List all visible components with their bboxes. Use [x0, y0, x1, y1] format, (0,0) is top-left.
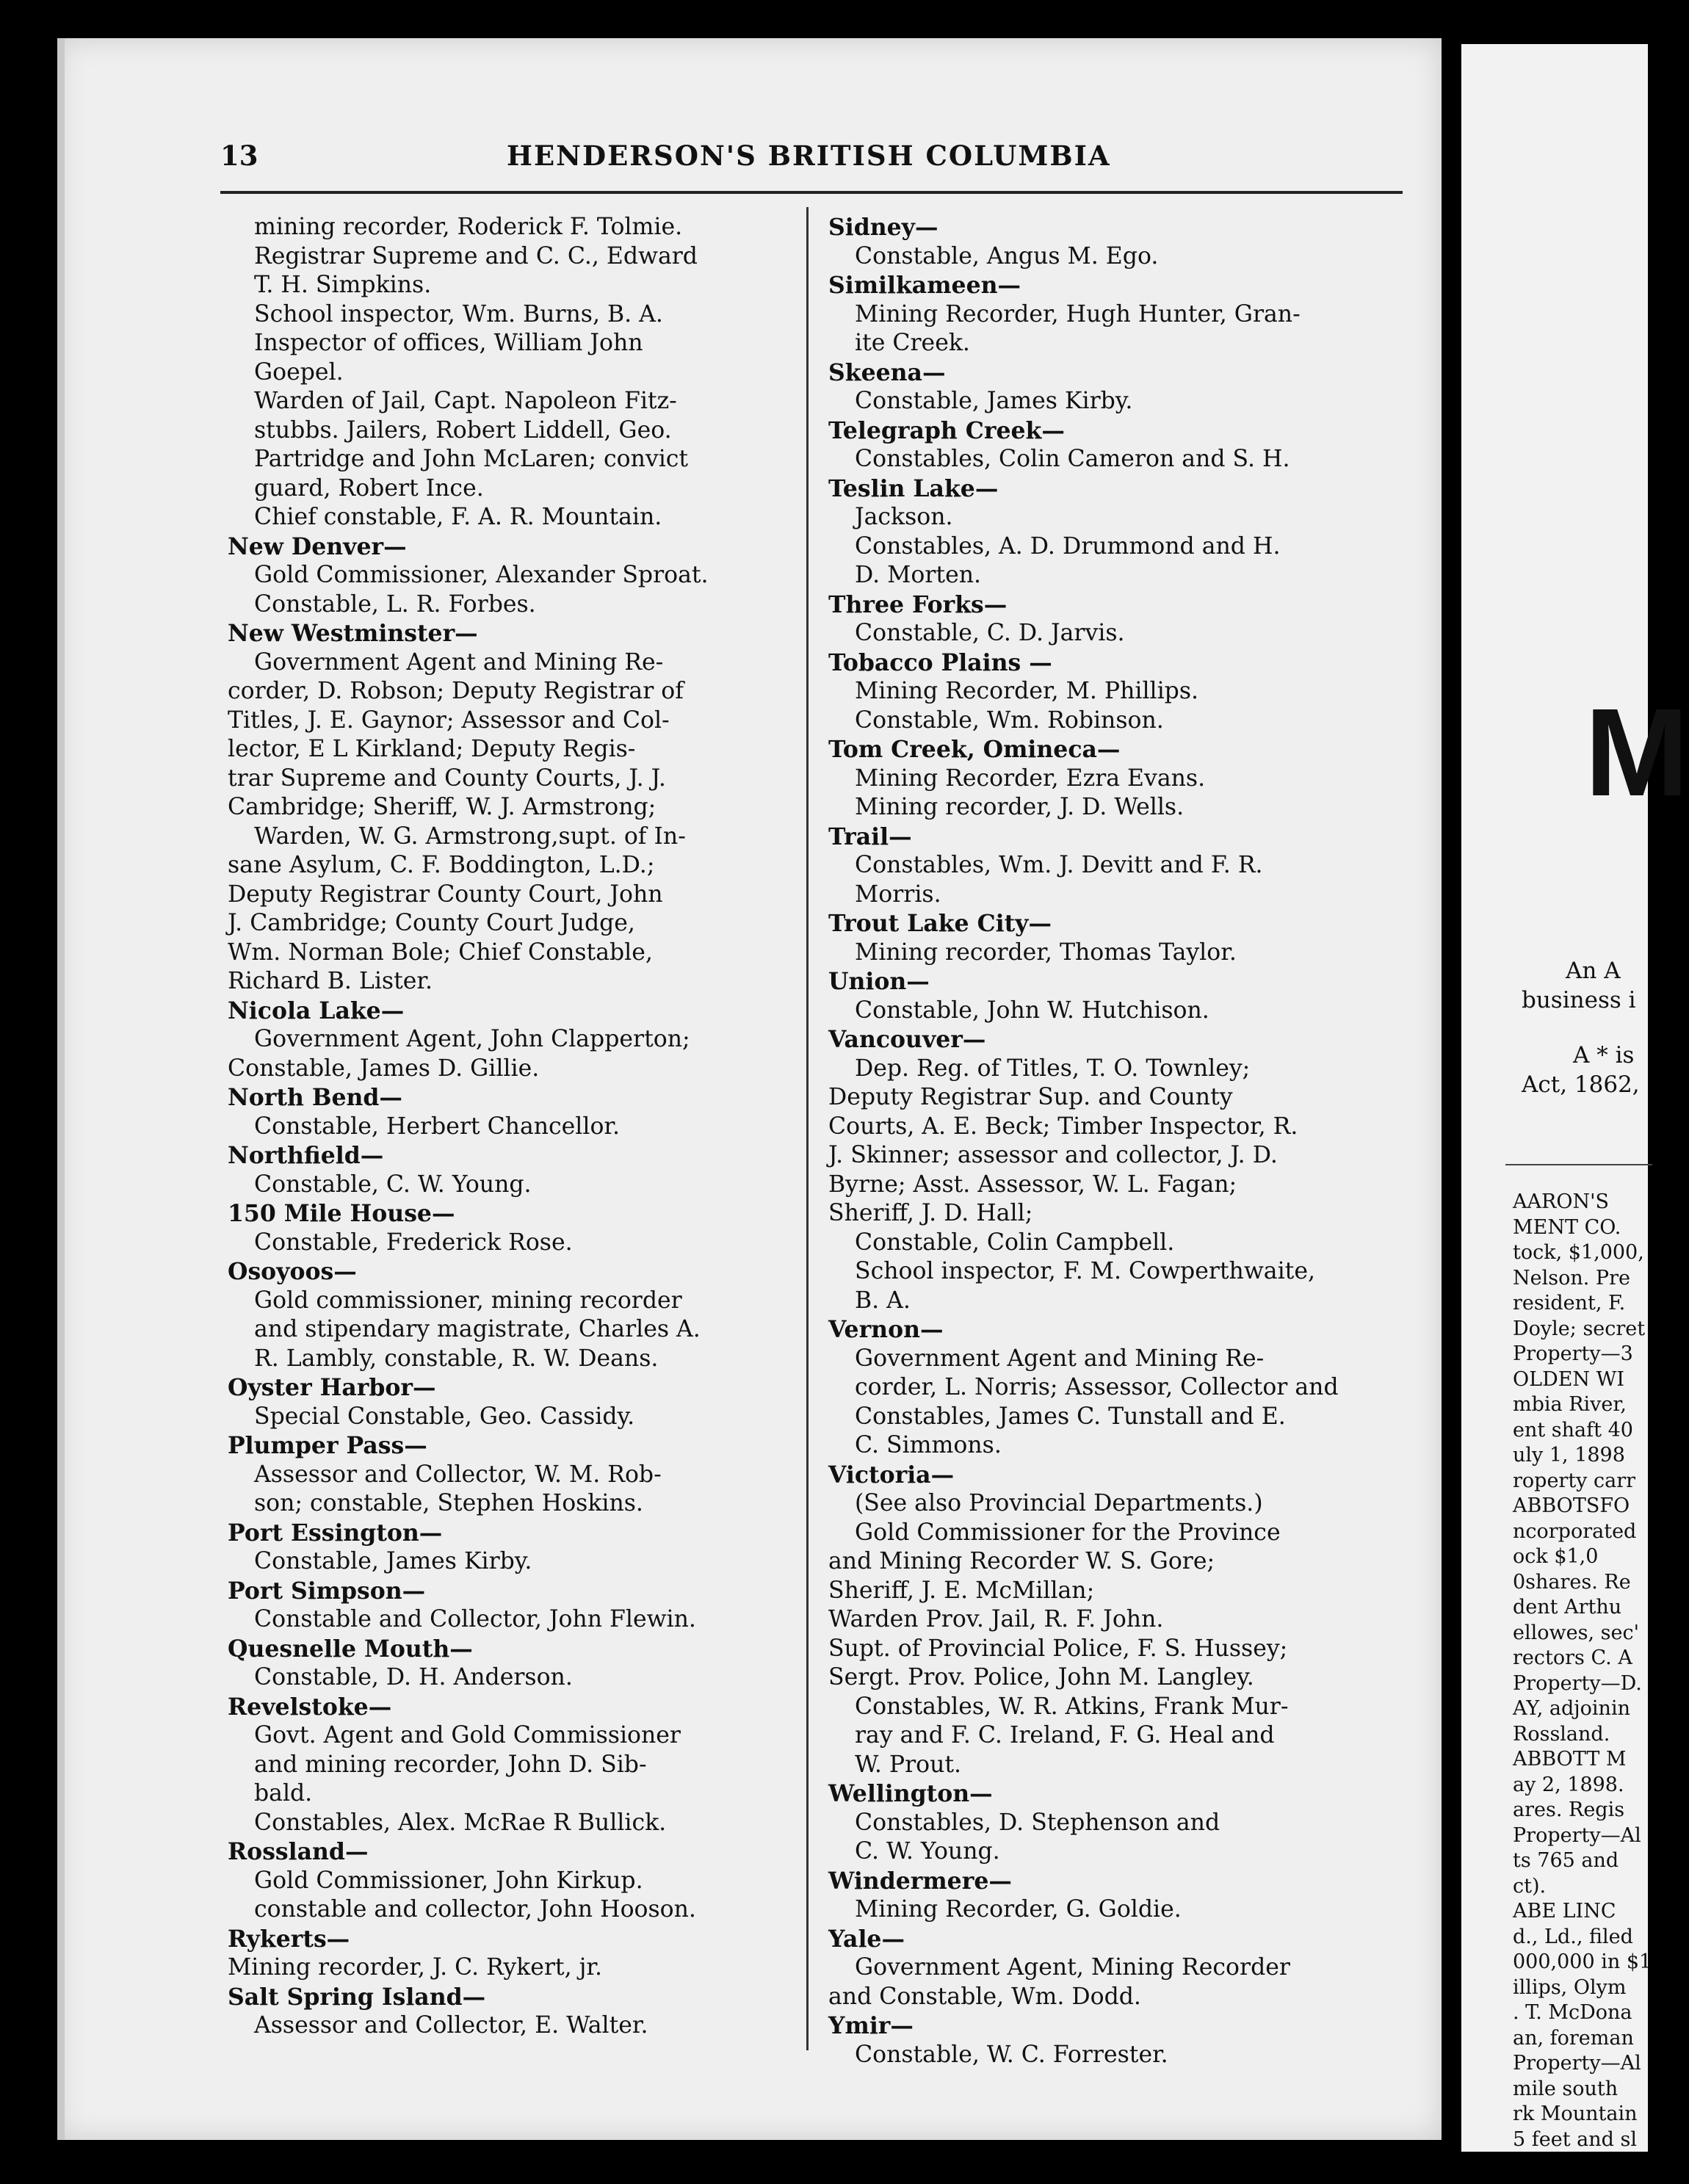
facing-page [1461, 44, 1689, 2152]
place-heading: Salt Spring Island— [228, 1983, 486, 2011]
entry-line: Constable, Angus M. Ego. [855, 242, 1159, 270]
facing-intro-line: A * is [1573, 1042, 1635, 1069]
facing-list-line: . T. McDona [1513, 2001, 1632, 2024]
entry-line: Deputy Registrar Sup. and County [828, 1084, 1233, 1110]
facing-list-line: Property—Al [1513, 1823, 1641, 1847]
place-heading: Wellington— [828, 1780, 993, 1807]
entry-line: Government Agent and Mining Re- [254, 648, 664, 676]
facing-list-line: Property—D. [1513, 1671, 1642, 1695]
entry-line: Government Agent, John Clapperton; [254, 1026, 690, 1052]
entry-line: C. Simmons. [855, 1432, 1002, 1458]
entry-line: trar Supreme and County Courts, J. J. [228, 764, 666, 792]
entry-line: Constables, Colin Cameron and S. H. [855, 446, 1290, 472]
entry-line: W. Prout. [855, 1751, 962, 1778]
entry-line: Goepel. [254, 358, 344, 386]
facing-list-line: Rossland. [1513, 1722, 1610, 1746]
entry-line: (See also Provincial Departments.) [855, 1490, 1263, 1516]
entry-line: and Constable, Wm. Dodd. [828, 1983, 1141, 2010]
entry-line: Constable, James Kirby. [855, 388, 1133, 414]
place-heading: Ymir— [828, 2012, 914, 2039]
place-heading: Yale— [828, 1925, 905, 1953]
entry-line: Constable, C. D. Jarvis. [855, 620, 1125, 646]
entry-line: Sergt. Prov. Police, John M. Langley. [828, 1664, 1254, 1691]
entry-line: Constables, A. D. Drummond and H. [855, 532, 1281, 560]
entry-line: sane Asylum, C. F. Boddington, L.D.; [228, 852, 655, 878]
entry-line: Constable and Collector, John Flewin. [254, 1606, 696, 1632]
facing-list-line: AARON'S [1513, 1190, 1610, 1213]
entry-line: D. Morten. [855, 562, 982, 588]
place-heading: Skeena— [828, 358, 946, 386]
facing-list-line: Property—Al [1513, 2052, 1641, 2075]
entry-line: Constables, D. Stephenson and [855, 1809, 1220, 1836]
entry-line: Mining recorder, J. D. Wells. [855, 794, 1185, 820]
page-number: 13 [220, 140, 258, 172]
entry-line: Byrne; Asst. Assessor, W. L. Fagan; [828, 1171, 1237, 1198]
facing-list-line: dent Arthu [1513, 1596, 1622, 1619]
entry-line: Constable, James Kirby. [254, 1548, 532, 1574]
facing-list-line: illips, Olym [1513, 1975, 1627, 1999]
column-divider [806, 207, 809, 2050]
facing-big-letter: M [1585, 683, 1689, 822]
facing-list-line: 0shares. Re [1513, 1570, 1631, 1594]
facing-list-line: ABBOTSFO [1513, 1494, 1630, 1517]
place-heading: Port Essington— [228, 1519, 443, 1547]
entry-line: Courts, A. E. Beck; Timber Inspector, R. [828, 1113, 1298, 1140]
entry-line: Chief constable, F. A. R. Mountain. [254, 504, 662, 530]
entry-line: ite Creek. [855, 330, 970, 356]
entry-line: Constable, John W. Hutchison. [855, 997, 1209, 1024]
facing-list-line: ct). [1513, 1874, 1547, 1898]
entry-line: stubbs. Jailers, Robert Liddell, Geo. [254, 416, 672, 444]
entry-line: C. W. Young. [855, 1838, 1000, 1865]
place-heading: Tom Creek, Omineca— [828, 736, 1121, 763]
entry-line: Assessor and Collector, E. Walter. [254, 2012, 648, 2039]
place-heading: Quesnelle Mouth— [228, 1635, 473, 1663]
entry-line: corder, L. Norris; Assessor, Collector and [855, 1374, 1339, 1400]
entry-line: bald. [254, 1780, 313, 1807]
entry-line: Constable, L. R. Forbes. [254, 590, 536, 618]
place-heading: 150 Mile House— [228, 1200, 455, 1227]
entry-line: Constable, James D. Gillie. [228, 1055, 540, 1082]
entry-line: corder, D. Robson; Deputy Registrar of [228, 678, 684, 704]
entry-line: R. Lambly, constable, R. W. Deans. [254, 1345, 659, 1372]
entry-line: Constables, James C. Tunstall and E. [855, 1403, 1286, 1430]
facing-list-line: OLDEN WI [1513, 1367, 1625, 1391]
facing-list-line: ares. Regis [1513, 1798, 1625, 1821]
entry-line: Registrar Supreme and C. C., Edward [254, 242, 698, 270]
entry-line: and mining recorder, John D. Sib- [254, 1751, 647, 1778]
entry-line: guard, Robert Ince. [254, 474, 484, 502]
entry-line: Constable, D. H. Anderson. [254, 1664, 573, 1691]
entry-line: Mining Recorder, Hugh Hunter, Gran- [855, 300, 1301, 328]
entry-line: Assessor and Collector, W. M. Rob- [254, 1461, 662, 1488]
place-heading: New Denver— [228, 532, 407, 560]
entry-line: Warden, W. G. Armstrong,supt. of In- [254, 822, 686, 850]
entry-line: Constable, C. W. Young. [254, 1171, 532, 1198]
entry-line: School inspector, F. M. Cowperthwaite, [855, 1258, 1315, 1284]
entry-line: Government Agent, Mining Recorder [855, 1954, 1290, 1981]
entry-line: B. A. [855, 1287, 911, 1314]
entry-line: Gold Commissioner for the Province [855, 1519, 1281, 1546]
facing-list [1513, 1190, 1660, 2152]
facing-list-line: ABE LINC [1513, 1900, 1616, 1923]
place-heading: Trout Lake City— [828, 910, 1052, 937]
facing-intro-line: An A [1566, 958, 1621, 984]
place-heading: Telegraph Creek— [828, 416, 1065, 444]
entry-line: Govt. Agent and Gold Commissioner [254, 1722, 681, 1749]
entry-line: Sheriff, J. E. McMillan; [828, 1577, 1095, 1604]
right-column [828, 213, 1394, 2069]
entry-line: Cambridge; Sheriff, W. J. Armstrong; [228, 794, 657, 820]
place-heading: Trail— [828, 822, 912, 850]
facing-list-line: resident, F. [1513, 1292, 1626, 1315]
entry-line: Constable, Herbert Chancellor. [254, 1113, 621, 1140]
entry-line: Sheriff, J. D. Hall; [828, 1200, 1033, 1226]
entry-line: School inspector, Wm. Burns, B. A. [254, 300, 663, 328]
entry-line: lector, E L Kirkland; Deputy Regis- [228, 736, 636, 762]
page-header [220, 140, 1153, 176]
place-heading: Northfield— [228, 1142, 384, 1169]
facing-list-line: ellowes, sec' [1513, 1621, 1639, 1644]
facing-list-line: roperty carr [1513, 1469, 1636, 1492]
facing-intro-line: Act, 1862, [1522, 1071, 1640, 1098]
entry-line: ray and F. C. Ireland, F. G. Heal and [855, 1722, 1275, 1749]
facing-list-line: 000,000 in $1 [1513, 1950, 1652, 1973]
entry-line: Mining Recorder, G. Goldie. [855, 1896, 1182, 1923]
place-heading: Vancouver— [828, 1026, 986, 1053]
facing-list-line: rk Mountain [1513, 2102, 1638, 2125]
entry-line: Gold Commissioner, Alexander Sproat. [254, 562, 709, 588]
entry-line: Warden Prov. Jail, R. F. John. [828, 1606, 1164, 1632]
facing-list-line: 5 feet and sl [1513, 2127, 1637, 2151]
entry-line: Constable, Wm. Robinson. [855, 706, 1164, 734]
entry-line: Mining Recorder, M. Phillips. [855, 678, 1199, 704]
facing-list-line: mbia River, [1513, 1393, 1627, 1416]
place-heading: Tobacco Plains — [828, 648, 1052, 676]
facing-rule [1505, 1164, 1652, 1165]
entry-line: Inspector of offices, William John [254, 330, 643, 356]
place-heading: Nicola Lake— [228, 997, 405, 1024]
entry-line: Wm. Norman Bole; Chief Constable, [228, 939, 653, 966]
entry-line: J. Skinner; assessor and collector, J. D. [828, 1142, 1278, 1168]
entry-line: Constable, W. C. Forrester. [855, 2041, 1168, 2068]
page-edge [57, 38, 65, 2140]
entry-line: Gold Commissioner, John Kirkup. [254, 1867, 643, 1894]
left-column [228, 213, 800, 2041]
running-title: HENDERSON'S BRITISH COLUMBIA [507, 140, 1111, 172]
entry-line: Deputy Registrar County Court, John [228, 881, 663, 908]
header-rule [220, 191, 1403, 194]
facing-list-line: Property—3 [1513, 1342, 1633, 1365]
entry-line: constable and collector, John Hooson. [254, 1896, 696, 1923]
place-heading: Oyster Harbor— [228, 1374, 436, 1401]
facing-list-line: ay 2, 1898. [1513, 1773, 1624, 1796]
entry-line: Morris. [855, 881, 941, 908]
place-heading: Osoyoos— [228, 1258, 357, 1285]
facing-list-line: ABBOTT M [1513, 1748, 1627, 1771]
entry-line: Titles, J. E. Gaynor; Assessor and Col- [228, 706, 670, 734]
place-heading: Sidney— [828, 214, 938, 241]
facing-list-line: mile south [1513, 2077, 1619, 2100]
facing-list-line: an, foreman [1513, 2026, 1634, 2050]
entry-line: and Mining Recorder W. S. Gore; [828, 1548, 1215, 1574]
place-heading: New Westminster— [228, 620, 478, 647]
entry-line: Constable, Frederick Rose. [254, 1229, 573, 1256]
place-heading: Port Simpson— [228, 1577, 426, 1605]
place-heading: Windermere— [828, 1867, 1012, 1895]
place-heading: Victoria— [828, 1461, 955, 1489]
facing-list-line: ent shaft 40 [1513, 1418, 1633, 1442]
entry-line: Gold commissioner, mining recorder [254, 1287, 682, 1314]
entry-line: Partridge and John McLaren; convict [254, 446, 689, 472]
place-heading: Rykerts— [228, 1925, 350, 1953]
entry-line: Jackson. [855, 504, 953, 530]
facing-list-line: MENT CO. [1513, 1215, 1621, 1239]
entry-line: Richard B. Lister. [228, 968, 433, 994]
place-heading: Rossland— [228, 1838, 369, 1865]
entry-line: J. Cambridge; County Court Judge, [228, 910, 635, 936]
facing-list-line: tock, $1,000, [1513, 1241, 1644, 1264]
place-heading: Revelstoke— [228, 1693, 392, 1721]
place-heading: Vernon— [828, 1316, 944, 1343]
place-heading: Three Forks— [828, 590, 1008, 618]
entry-line: Mining recorder, Thomas Taylor. [855, 939, 1237, 966]
entry-line: Mining recorder, J. C. Rykert, jr. [228, 1954, 602, 1981]
facing-list-line: d., Ld., filed [1513, 1925, 1633, 1948]
entry-line: Supt. of Provincial Police, F. S. Hussey; [828, 1635, 1288, 1662]
facing-list-line: Nelson. Pre [1513, 1266, 1630, 1290]
facing-list-line: rectors C. A [1513, 1646, 1632, 1669]
place-heading: Union— [828, 968, 930, 995]
facing-list-line: AY, adjoinin [1513, 1697, 1630, 1720]
entry-line: T. H. Simpkins. [254, 272, 432, 298]
facing-list-line: ock $1,0 [1513, 1545, 1599, 1568]
facing-list-line: ts 765 and [1513, 1849, 1619, 1872]
entry-line: Constables, W. R. Atkins, Frank Mur- [855, 1693, 1289, 1720]
place-heading: Similkameen— [828, 272, 1021, 299]
facing-list-line: Doyle; secret [1513, 1317, 1646, 1340]
entry-line: son; constable, Stephen Hoskins. [254, 1490, 643, 1516]
entry-line: Special Constable, Geo. Cassidy. [254, 1403, 635, 1430]
entry-line: Government Agent and Mining Re- [855, 1345, 1265, 1372]
place-heading: Plumper Pass— [228, 1432, 427, 1459]
entry-line: Constable, Colin Campbell. [855, 1229, 1175, 1256]
entry-line: Mining Recorder, Ezra Evans. [855, 764, 1206, 792]
entry-line: and stipendary magistrate, Charles A. [254, 1316, 701, 1342]
entry-line: Warden of Jail, Capt. Napoleon Fitz- [254, 388, 677, 414]
place-heading: Teslin Lake— [828, 474, 999, 502]
facing-list-line: ncorporated [1513, 1519, 1637, 1543]
entry-line: Dep. Reg. of Titles, T. O. Townley; [855, 1055, 1251, 1082]
place-heading: North Bend— [228, 1084, 402, 1111]
facing-list-line: uly 1, 1898 [1513, 1444, 1625, 1467]
facing-intro-line: business i [1522, 987, 1636, 1013]
entry-line: Constables, Alex. McRae R Bullick. [254, 1809, 667, 1836]
entry-line: Constables, Wm. J. Devitt and F. R. [855, 852, 1263, 878]
entry-line: mining recorder, Roderick F. Tolmie. [254, 214, 683, 240]
